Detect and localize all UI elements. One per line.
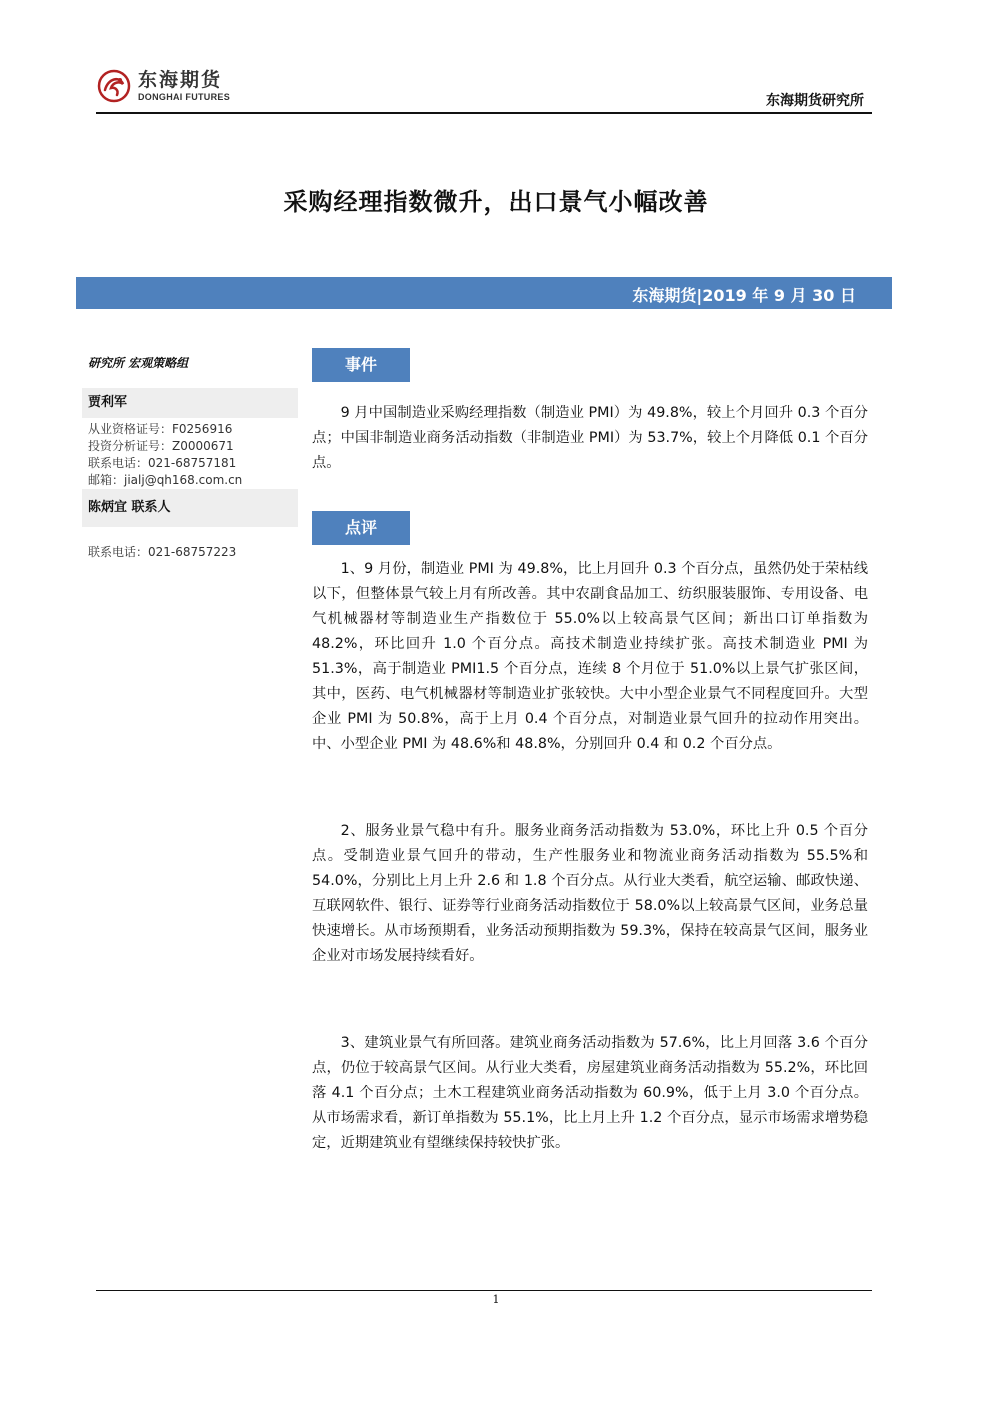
paragraph-text: 2、服务业景气稳中有升。服务业商务活动指数为 53.0%，环比上升 0.5 个百分点。受制造业景气回升的带动，生产性服务业和物流业商务活动指数为 55.5%和 54.0%，分别比上月上升 2.6 和 1.8 个百分点。从行业大类看，航空运输、邮政快递、互联网软件、银行、证券等行业商务活动指数位于 58.0%以上较高景气区间，业务总量快速增长。从市场预期看，业务活动预期指数为 59.3%，保持在较高景气区间，服务业企业对市场发展持续看好。 — [312, 823, 868, 964]
footer-divider — [96, 1290, 872, 1291]
investment-analysis-number: 投资分析证号：Z0000671 — [88, 439, 234, 453]
paragraph-text: 1、9 月份，制造业 PMI 为 49.8%，比上月回升 0.3 个百分点，虽然仍处于荣枯线以下，但整体景气较上月有所改善。其中农副食品加工、纺织服装服饰、专用设备、电气机械器材等制造业生产指数位于 55.0%以上较高景气区间；新出口订单指数为 48.2%，环比回升 1.0 个百分点。高技术制造业持续扩张。高技术制造业 PMI 为 51.3%，高于制造业 PMI1.5 个百分点，连续 8 个月位于 51.0%以上景气扩张区间，其中，医药、电气机械器材等制造业扩张较快。大中小型企业景气不同程度回升。大型企业 PMI 为 50.8%，高于上月 0.4 个百分点，对制造业景气回升的拉动作用突出。中、小型企业 PMI 为 48.6%和 48.8%，分别回升 0.4 和 0.2 个百分点。 — [312, 561, 868, 752]
logo-english-name: DONGHAI FUTURES — [138, 91, 230, 102]
analyst-name: 贾利军 — [82, 388, 298, 418]
institute-name: 东海期货研究所 — [766, 93, 864, 109]
section-comment-label: 点评 — [312, 511, 410, 545]
date-banner — [76, 277, 892, 309]
author-sidebar — [82, 350, 298, 560]
contact-name: 陈炳宜 联系人 — [82, 489, 298, 527]
qualification-number: 从业资格证号：F0256916 — [88, 422, 233, 436]
comment-paragraph-2 — [312, 819, 868, 969]
header-divider — [96, 112, 872, 114]
paragraph-text: 9 月中国制造业采购经理指数（制造业 PMI）为 49.8%，较上个月回升 0.3 个百分点；中国非制造业商务活动指数（非制造业 PMI）为 53.7%，较上个月降低 0.1 个百分点。 — [312, 405, 868, 471]
comment-paragraph-1 — [312, 557, 868, 757]
analyst-email[interactable]: 邮箱：jialj@qh168.com.cn — [88, 473, 243, 487]
contact-phone: 联系电话：021-68757223 — [88, 545, 237, 559]
research-group: 研究所 宏观策略组 — [88, 356, 189, 370]
dragon-logo-icon — [96, 68, 132, 104]
logo-chinese-name: 东海期货 — [138, 68, 223, 91]
analyst-phone: 联系电话：021-68757181 — [88, 456, 237, 470]
section-event-label: 事件 — [312, 348, 410, 382]
page-number: 1 — [492, 1293, 500, 1306]
comment-paragraph-3 — [312, 1031, 868, 1156]
report-title: 采购经理指数微升，出口景气小幅改善 — [283, 188, 709, 216]
paragraph-text: 3、建筑业景气有所回落。建筑业商务活动指数为 57.6%，比上月回落 3.6 个百分点，仍位于较高景气区间。从行业大类看，房屋建筑业商务活动指数为 55.2%，环比回落 4.1 个百分点；土木工程建筑业商务活动指数为 60.9%，低于上月 3.0 个百分点。从市场需求看，新订单指数为 55.1%，比上月上升 1.2 个百分点，显示市场需求增势稳定，近期建筑业有望继续保持较快扩张。 — [312, 1035, 868, 1151]
banner-text: 东海期货|2019 年 9 月 30 日 — [632, 286, 856, 305]
company-logo — [96, 66, 230, 106]
event-paragraph — [312, 401, 868, 476]
